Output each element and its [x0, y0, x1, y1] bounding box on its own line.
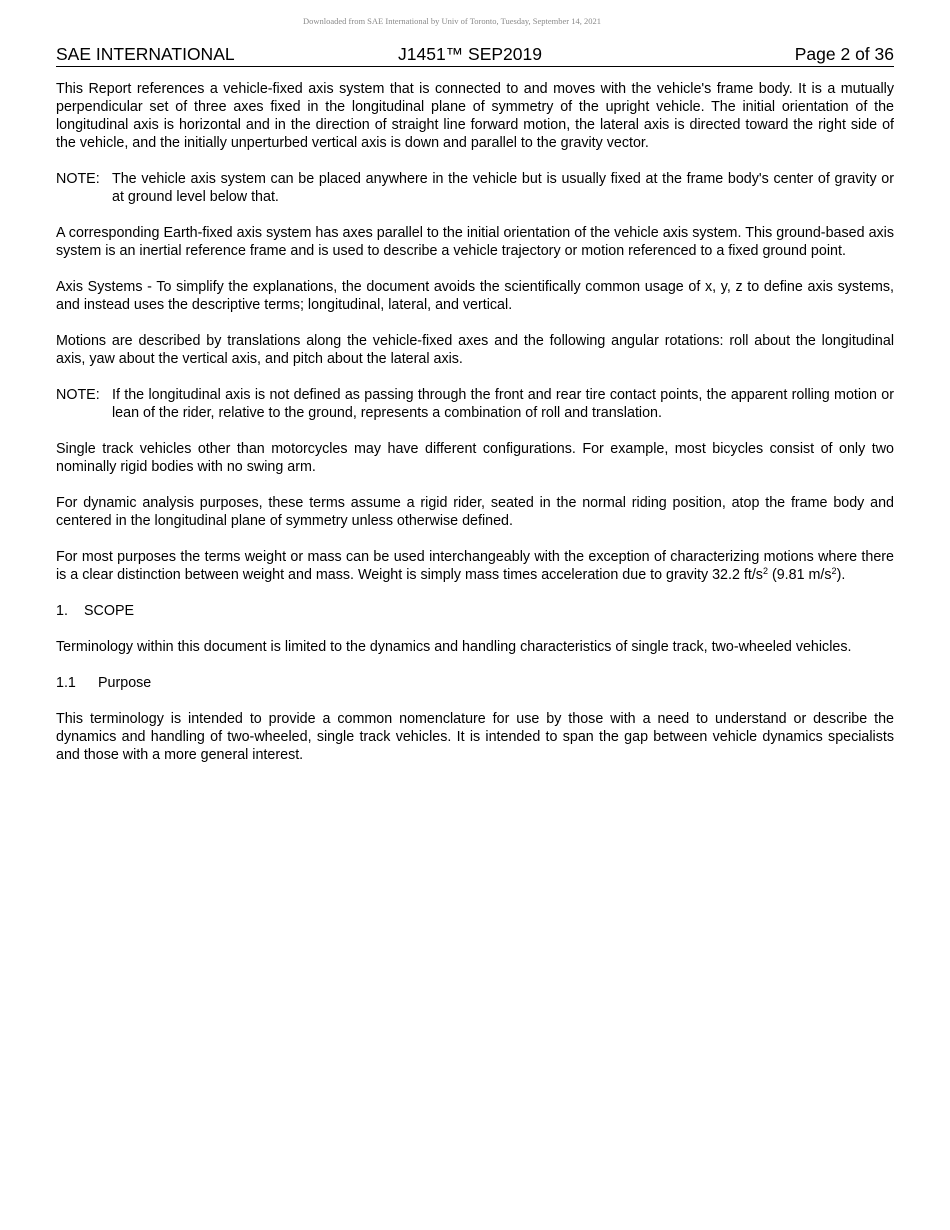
- download-watermark: Downloaded from SAE International by Univ of Toronto, Tuesday, September 14, 2021: [302, 16, 602, 26]
- note-label: NOTE:: [56, 387, 100, 403]
- paragraph-rigid-rider: For dynamic analysis purposes, these terms assume a rigid rider, seated in the normal riding position, atop the frame body and centered in the longitudinal plane of symmetry unless otherwise defined.: [56, 495, 894, 529]
- page-header: [56, 44, 894, 67]
- paragraph-earth-fixed: A corresponding Earth-fixed axis system has axes parallel to the initial orientation of the vehicle axis system. This ground-based axis system is an inertial reference frame and is used to describe a vehicle trajectory or motion referenced to a fixed ground point.: [56, 225, 894, 259]
- document-body: [56, 80, 894, 782]
- section-number: 1.: [56, 603, 68, 619]
- section-number: 1.1: [56, 675, 76, 691]
- header-page-number: Page 2 of 36: [794, 44, 894, 64]
- superscript: 2: [831, 566, 837, 576]
- header-organization: SAE INTERNATIONAL: [56, 44, 235, 64]
- paragraph-axis-system: This Report references a vehicle-fixed axis system that is connected to and moves with the vehicle's frame body. It is a mutually perpendicular set of three axes fixed in the longitudinal plane of symmetry of the upright vehicle. The initial orientation of the longitudinal axis is horizontal and in the direction of straight line forward motion, the lateral axis is directed toward the right side of the vehicle, and the initially unperturbed vertical axis is down and parallel to the gravity vector.: [56, 81, 894, 151]
- note-axis-placement: [56, 170, 894, 206]
- note-label: NOTE:: [56, 171, 100, 187]
- paragraph-weight-mass: [56, 548, 894, 584]
- paragraph-purpose: This terminology is intended to provide a common nomenclature for use by those with a need to understand or describe the dynamics and handling of two-wheeled, single track vehicles. It is intended to span the gap between vehicle dynamics specialists and those with a more general interest.: [56, 711, 894, 763]
- weight-mass-text: (9.81 m/s: [767, 567, 832, 583]
- note-text: The vehicle axis system can be placed anywhere in the vehicle but is usually fixed at the frame body's center of gravity or at ground level below that.: [112, 171, 894, 205]
- note-longitudinal-axis: [56, 386, 894, 422]
- section-heading-purpose: [56, 674, 894, 692]
- section-heading-scope: [56, 602, 894, 620]
- note-text: If the longitudinal axis is not defined as passing through the front and rear tire contact points, the apparent rolling motion or lean of the rider, relative to the ground, represents a combination of roll and translation.: [112, 387, 894, 421]
- weight-mass-text: For most purposes the terms weight or mass can be used interchangeably with the exception of characterizing motions where there is a clear distinction between weight and mass. Weight is simply mass times acceleration due to gravity 32.2 ft/s: [56, 549, 894, 583]
- paragraph-scope: Terminology within this document is limited to the dynamics and handling characteristics of single track, two-wheeled vehicles.: [56, 639, 852, 655]
- paragraph-motions: Motions are described by translations along the vehicle-fixed axes and the following angular rotations: roll about the longitudinal axis, yaw about the vertical axis, and pitch about the lateral axis.: [56, 333, 894, 367]
- superscript: 2: [762, 566, 768, 576]
- header-document-id: J1451™ SEP2019: [398, 44, 542, 64]
- paragraph-single-track: Single track vehicles other than motorcycles may have different configurations. For example, most bicycles consist of only two nominally rigid bodies with no swing arm.: [56, 441, 894, 475]
- section-title: Purpose: [98, 675, 152, 691]
- weight-mass-text: ).: [836, 567, 846, 583]
- paragraph-axis-systems: Axis Systems - To simplify the explanations, the document avoids the scientifically common usage of x, y, z to define axis systems, and instead uses the descriptive terms; longitudinal, lateral, and vertical.: [56, 279, 894, 313]
- section-title: SCOPE: [84, 603, 135, 619]
